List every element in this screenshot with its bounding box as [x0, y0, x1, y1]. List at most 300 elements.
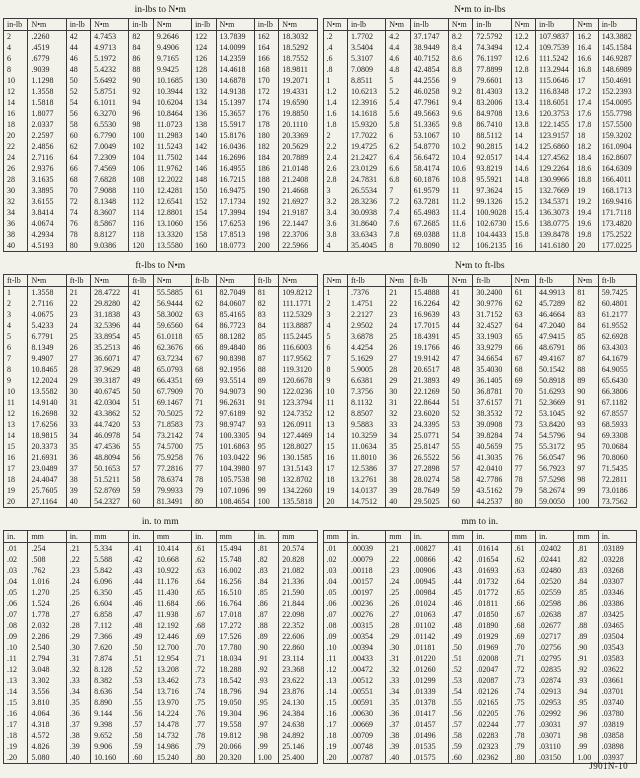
cell-to-value: 101.6863 — [216, 441, 254, 452]
cell-to-value: .03937 — [598, 752, 636, 764]
cell-from-value: 59 — [448, 485, 472, 496]
cell-from-value: 30 — [386, 386, 410, 397]
cell-from-value: .79 — [192, 741, 216, 752]
cell-to-value: 37.9629 — [91, 364, 129, 375]
cell-from-value: 4.6 — [386, 53, 410, 64]
cell-from-value: 99 — [254, 485, 278, 496]
table-row — [323, 631, 637, 642]
column-header-from: mm — [448, 531, 472, 543]
cell-from-value: 26 — [386, 342, 410, 353]
cell-to-value: 55.3172 — [536, 441, 574, 452]
header-row — [323, 531, 637, 543]
cell-from-value: 8.4 — [448, 42, 472, 53]
table-row — [4, 130, 318, 141]
cell-from-value: 124 — [192, 42, 216, 53]
cell-from-value: 200 — [254, 240, 278, 252]
cell-to-value: 25.0771 — [410, 430, 448, 441]
section-ftlbs-nm — [3, 261, 637, 508]
cell-from-value: 2 — [326, 131, 331, 140]
cell-from-value: 83 — [254, 309, 278, 320]
table-row — [323, 320, 637, 331]
cell-to-value: 16.764 — [216, 598, 254, 609]
cell-to-value: .00315 — [347, 620, 385, 631]
table-row — [4, 419, 318, 430]
cell-to-value: 47.9415 — [536, 331, 574, 342]
cell-from-value: .69 — [511, 631, 535, 642]
cell-from-value: 15 — [7, 442, 15, 451]
cell-to-value: 70.0684 — [598, 441, 636, 452]
cell-from-value: 72 — [66, 196, 90, 207]
cell-from-value: 75 — [192, 441, 216, 452]
figure-reference-number: J901N-10 — [589, 761, 628, 771]
cell-to-value: 77.2816 — [153, 463, 191, 474]
cell-to-value: 44.2537 — [473, 496, 511, 508]
table-row — [323, 675, 637, 686]
cell-to-value: 22.1447 — [279, 218, 317, 229]
header-row — [323, 19, 637, 31]
cell-to-value: 1.5818 — [28, 97, 66, 108]
table-row — [323, 576, 637, 587]
table-row — [4, 174, 318, 185]
cell-from-value: 78 — [66, 229, 90, 240]
cell-from-value: .94 — [574, 686, 598, 697]
cell-to-value: 112.5329 — [279, 309, 317, 320]
column-header-to: N•m — [28, 275, 66, 287]
cell-from-value: .27 — [66, 609, 90, 620]
cell-to-value: .00787 — [347, 752, 385, 764]
cell-from-value: 42 — [129, 298, 153, 309]
cell-from-value: 90 — [129, 75, 153, 86]
cell-to-value: 60.1876 — [410, 174, 448, 185]
cell-to-value: 73.2142 — [153, 430, 191, 441]
cell-from-value: .87 — [574, 609, 598, 620]
column-header-from: ft-lb — [4, 275, 28, 287]
column-header-to: N•m — [91, 19, 129, 31]
cell-to-value: 54.2327 — [91, 496, 129, 508]
table-row — [323, 430, 637, 441]
cell-to-value: 3.3895 — [28, 185, 66, 196]
cell-to-value: 10.3944 — [153, 86, 191, 97]
cell-from-value: 98 — [574, 474, 598, 485]
cell-from-value: .92 — [574, 664, 598, 675]
cell-from-value: 13.2 — [511, 86, 535, 97]
cell-to-value: 67.1182 — [598, 397, 636, 408]
cell-from-value: 61 — [192, 287, 216, 299]
cell-to-value: 19.050 — [216, 697, 254, 708]
cell-from-value: .46 — [448, 598, 472, 609]
cell-from-value: .18 — [7, 731, 17, 740]
cell-to-value: 30.2400 — [473, 287, 511, 299]
cell-to-value: 4.2934 — [28, 229, 66, 240]
cell-to-value: 17.018 — [216, 609, 254, 620]
table-row — [4, 752, 318, 764]
cell-to-value: .02913 — [536, 686, 574, 697]
cell-from-value: 18 — [574, 130, 598, 141]
cell-to-value: 10.414 — [153, 543, 191, 555]
cell-from-value: 13 — [511, 75, 535, 86]
cell-to-value: .03504 — [598, 631, 636, 642]
cell-to-value: .02638 — [536, 609, 574, 620]
cell-from-value: 12 — [448, 240, 472, 252]
table-row — [4, 218, 318, 229]
cell-to-value: 5.588 — [91, 554, 129, 565]
cell-to-value: 19.8850 — [279, 108, 317, 119]
cell-from-value: .49 — [129, 631, 153, 642]
cell-to-value: 8.1132 — [347, 397, 385, 408]
column-header-from: in. — [129, 531, 153, 543]
cell-to-value: 21.3893 — [410, 375, 448, 386]
cell-from-value: 164 — [254, 42, 278, 53]
cell-from-value: 176 — [254, 108, 278, 119]
cell-from-value: .99 — [574, 741, 598, 752]
cell-from-value: 95 — [574, 441, 598, 452]
table-block-mm-to-in — [323, 517, 638, 764]
cell-from-value: 88 — [574, 364, 598, 375]
cell-from-value: 18 — [326, 475, 335, 484]
cell-to-value: 2.2597 — [28, 130, 66, 141]
cell-to-value: 96.2631 — [216, 397, 254, 408]
cell-to-value: 39.8284 — [473, 430, 511, 441]
table-row — [4, 741, 318, 752]
cell-from-value: .75 — [511, 697, 535, 708]
cell-to-value: 93.8219 — [473, 163, 511, 174]
cell-to-value: .01339 — [410, 686, 448, 697]
cell-to-value: 115.0646 — [536, 75, 574, 86]
cell-to-value: 9.4907 — [28, 353, 66, 364]
cell-to-value: 46.4664 — [536, 309, 574, 320]
cell-to-value: 21.336 — [279, 576, 317, 587]
cell-to-value: 17.272 — [216, 620, 254, 631]
cell-from-value: 8 — [7, 65, 11, 74]
column-header-from: in. — [192, 531, 216, 543]
table-row — [323, 452, 637, 463]
cell-to-value: 15.9320 — [347, 119, 385, 130]
cell-from-value: 85 — [574, 331, 598, 342]
cell-from-value: .42 — [129, 554, 153, 565]
cell-to-value: 2.9376 — [28, 163, 66, 174]
cell-from-value: 100 — [129, 130, 153, 141]
cell-from-value: .31 — [386, 653, 410, 664]
cell-from-value: .56 — [129, 708, 153, 719]
cell-to-value: .00827 — [410, 543, 448, 555]
cell-from-value: .36 — [66, 708, 90, 719]
cell-from-value: 14.2 — [511, 141, 535, 152]
cell-from-value: 8 — [386, 240, 410, 252]
cell-to-value: 175.2522 — [598, 229, 636, 240]
cell-to-value: .01535 — [410, 741, 448, 752]
cell-from-value: .67 — [511, 609, 535, 620]
cell-to-value: .01024 — [410, 598, 448, 609]
cell-to-value: 109.7539 — [536, 42, 574, 53]
cell-to-value: 20.7889 — [279, 152, 317, 163]
cell-from-value: 23 — [386, 309, 410, 320]
table-row — [4, 653, 318, 664]
cell-from-value: 9 — [7, 376, 11, 385]
cell-from-value: .39 — [386, 741, 410, 752]
cell-to-value: 20.574 — [279, 543, 317, 555]
column-header-to: mm — [91, 531, 129, 543]
cell-from-value: 10 — [448, 130, 472, 141]
cell-from-value: 2 — [326, 299, 331, 308]
cell-to-value: 5.4232 — [91, 64, 129, 75]
cell-to-value: 4.0675 — [28, 309, 66, 320]
cell-to-value: 7.3756 — [347, 386, 385, 397]
cell-from-value: .73 — [192, 675, 216, 686]
cell-from-value: .32 — [66, 664, 90, 675]
cell-from-value: 80 — [66, 240, 90, 252]
cell-from-value: 156 — [192, 218, 216, 229]
cell-from-value: 89 — [574, 375, 598, 386]
cell-from-value: .09 — [7, 632, 17, 641]
cell-from-value: 46 — [448, 342, 472, 353]
cell-to-value: 16.256 — [216, 576, 254, 587]
cell-from-value: 27 — [66, 353, 90, 364]
cell-to-value: 20.1110 — [279, 119, 317, 130]
cell-to-value: 12.5386 — [347, 463, 385, 474]
cell-from-value: 18.6 — [574, 163, 598, 174]
cell-to-value: 67.8557 — [598, 408, 636, 419]
table-row — [323, 174, 637, 185]
cell-from-value: 5.8 — [386, 119, 410, 130]
cell-to-value: 16.7215 — [216, 174, 254, 185]
cell-to-value: 53.1045 — [536, 408, 574, 419]
cell-from-value: 1.8 — [326, 120, 337, 129]
table-row — [4, 730, 318, 741]
cell-from-value: 108 — [129, 174, 153, 185]
cell-from-value: .05 — [7, 588, 17, 597]
cell-to-value: .03858 — [598, 730, 636, 741]
cell-to-value: 21.4668 — [279, 185, 317, 196]
cell-from-value: 13.4 — [511, 97, 535, 108]
cell-from-value: 15.6 — [511, 218, 535, 229]
cell-to-value: 74.5700 — [153, 441, 191, 452]
cell-from-value: .58 — [448, 730, 472, 741]
cell-from-value: 22 — [66, 298, 90, 309]
cell-from-value: 32 — [386, 408, 410, 419]
cell-from-value: 41 — [448, 287, 472, 299]
cell-to-value: 1.778 — [28, 609, 66, 620]
cell-to-value: 15.3657 — [216, 108, 254, 119]
cell-to-value: 1.7702 — [347, 31, 385, 43]
cell-from-value: 72 — [511, 408, 535, 419]
cell-to-value: 32.4527 — [473, 320, 511, 331]
cell-to-value: 22.1269 — [410, 386, 448, 397]
cell-to-value: 40.7152 — [410, 53, 448, 64]
cell-from-value: 52 — [448, 408, 472, 419]
cell-from-value: .95 — [574, 697, 598, 708]
cell-to-value: 20.320 — [216, 752, 254, 764]
cell-to-value: 84.0607 — [216, 298, 254, 309]
table-row — [323, 485, 637, 496]
cell-from-value: 37 — [66, 463, 90, 474]
cell-to-value: 7.0049 — [91, 141, 129, 152]
cell-from-value: 7 — [326, 354, 331, 363]
cell-from-value: 42 — [66, 31, 90, 43]
cell-from-value: 69 — [511, 375, 535, 386]
column-header-from: mm — [386, 531, 410, 543]
cell-to-value: .02402 — [536, 543, 574, 555]
cell-from-value: .06 — [326, 599, 337, 608]
cell-to-value: 26.5522 — [410, 452, 448, 463]
cell-to-value: 14.2359 — [216, 53, 254, 64]
cell-to-value: 136.3073 — [536, 207, 574, 218]
cell-to-value: 10.6213 — [347, 86, 385, 97]
cell-from-value: 96 — [254, 452, 278, 463]
cell-from-value: 19.2 — [574, 196, 598, 207]
cell-to-value: 8.382 — [91, 675, 129, 686]
cell-to-value: .02559 — [536, 587, 574, 598]
cell-to-value: 56.7923 — [536, 463, 574, 474]
cell-from-value: .80 — [511, 752, 535, 764]
cell-to-value: 5.4233 — [28, 320, 66, 331]
cell-to-value: 119.3120 — [279, 364, 317, 375]
cell-from-value: 77 — [511, 463, 535, 474]
cell-from-value: 30 — [66, 386, 90, 397]
cell-to-value: 6.096 — [91, 576, 129, 587]
cell-from-value: .55 — [129, 697, 153, 708]
cell-to-value: 9.906 — [91, 741, 129, 752]
column-header-to: in-lb — [473, 19, 511, 31]
cell-to-value: 72.5792 — [473, 31, 511, 43]
cell-from-value: .59 — [129, 741, 153, 752]
cell-to-value: 27.1164 — [28, 496, 66, 508]
cell-to-value: 23.368 — [279, 664, 317, 675]
cell-from-value: 59 — [129, 485, 153, 496]
column-header-to: in-lb — [410, 19, 448, 31]
cell-to-value: 154.0095 — [598, 97, 636, 108]
cell-to-value: 2.4856 — [28, 141, 66, 152]
cell-from-value: .53 — [448, 675, 472, 686]
cell-to-value: .00197 — [347, 587, 385, 598]
cell-from-value: 78 — [511, 474, 535, 485]
cell-from-value: .28 — [386, 620, 410, 631]
cell-from-value: 140 — [192, 130, 216, 141]
cell-from-value: .44 — [448, 576, 472, 587]
cell-to-value: 60.4801 — [598, 298, 636, 309]
cell-to-value: .01811 — [473, 598, 511, 609]
cell-from-value: .57 — [448, 719, 472, 730]
cell-from-value: 21 — [66, 287, 90, 299]
cell-to-value: 69.1467 — [153, 397, 191, 408]
cell-from-value: .99 — [254, 741, 278, 752]
table-row — [4, 229, 318, 240]
cell-from-value: 19 — [574, 185, 598, 196]
cell-from-value: .90 — [574, 642, 598, 653]
cell-from-value: 31 — [66, 397, 90, 408]
table-row — [323, 331, 637, 342]
cell-to-value: 92.0517 — [473, 152, 511, 163]
table-title-mm-to-in: mm to in. — [461, 517, 499, 527]
cell-from-value: 67 — [511, 353, 535, 364]
cell-to-value: 123.3794 — [279, 397, 317, 408]
cell-to-value: 19.9142 — [410, 353, 448, 364]
cell-to-value: 12.3916 — [347, 97, 385, 108]
cell-to-value: 12.700 — [153, 642, 191, 653]
cell-to-value: 169.9416 — [598, 196, 636, 207]
cell-from-value: .07 — [326, 610, 337, 619]
cell-from-value: .12 — [326, 665, 337, 674]
table-row — [323, 730, 637, 741]
cell-from-value: 51 — [129, 397, 153, 408]
column-header-from: in-lb — [66, 19, 90, 31]
cell-from-value: 56 — [66, 108, 90, 119]
cell-from-value: .30 — [66, 642, 90, 653]
table-row — [323, 375, 637, 386]
table-row — [4, 686, 318, 697]
cell-from-value: 10 — [7, 76, 15, 85]
cell-from-value: 58 — [129, 474, 153, 485]
cell-to-value: 124.7352 — [279, 408, 317, 419]
cell-to-value: 23.6020 — [410, 408, 448, 419]
table-row — [323, 463, 637, 474]
cell-from-value: 11.8 — [448, 229, 472, 240]
cell-to-value: 122.0236 — [279, 386, 317, 397]
cell-from-value: .04 — [326, 577, 337, 586]
cell-to-value: 30.9776 — [473, 298, 511, 309]
cell-to-value: 6.1011 — [91, 97, 129, 108]
cell-from-value: 15.8 — [511, 229, 535, 240]
cell-to-value: 49.4167 — [536, 353, 574, 364]
cell-from-value: 138 — [192, 119, 216, 130]
table-row — [4, 598, 318, 609]
cell-to-value: 5.334 — [91, 543, 129, 555]
cell-from-value: 30 — [7, 186, 15, 195]
cell-to-value: .03819 — [598, 719, 636, 730]
cell-from-value: .43 — [129, 565, 153, 576]
cell-to-value: 11.0723 — [153, 119, 191, 130]
table-row — [323, 496, 637, 508]
cell-from-value: .02 — [326, 555, 337, 564]
cell-from-value: .91 — [254, 653, 278, 664]
cell-to-value: .01457 — [410, 719, 448, 730]
cell-to-value: 19.812 — [216, 730, 254, 741]
table-row — [4, 207, 318, 218]
cell-to-value: 21.6927 — [279, 196, 317, 207]
cell-from-value: 90 — [254, 386, 278, 397]
cell-from-value: .76 — [192, 708, 216, 719]
column-header-from: N•m — [511, 19, 535, 31]
cell-from-value: 3 — [326, 186, 331, 195]
cell-from-value: 110 — [129, 185, 153, 196]
cell-to-value: 19.4725 — [347, 141, 385, 152]
cell-to-value: .00512 — [347, 675, 385, 686]
cell-from-value: .6 — [326, 54, 333, 63]
cell-from-value: .62 — [192, 554, 216, 565]
table-row — [4, 430, 318, 441]
column-header-to: ft-lb — [473, 275, 511, 287]
cell-to-value: 23.0129 — [347, 163, 385, 174]
cell-to-value: 2.7116 — [28, 152, 66, 163]
cell-to-value: 3.5404 — [347, 42, 385, 53]
cell-to-value: 1.4751 — [347, 298, 385, 309]
cell-from-value: .05 — [326, 588, 337, 597]
cell-to-value: 20.3369 — [279, 130, 317, 141]
cell-from-value: .06 — [7, 599, 17, 608]
cell-from-value: 180 — [254, 130, 278, 141]
cell-from-value: .95 — [254, 697, 278, 708]
cell-to-value: .03071 — [536, 730, 574, 741]
cell-from-value: .65 — [192, 587, 216, 598]
cell-to-value: .02717 — [536, 631, 574, 642]
cell-from-value: .64 — [511, 576, 535, 587]
cell-from-value: 60 — [448, 496, 472, 508]
cell-to-value: .02087 — [473, 675, 511, 686]
cell-from-value: 4 — [7, 43, 11, 52]
cell-to-value: .03898 — [598, 741, 636, 752]
cell-to-value: 14.6878 — [216, 75, 254, 86]
column-header-from: mm — [511, 531, 535, 543]
cell-to-value: 99.1326 — [473, 196, 511, 207]
